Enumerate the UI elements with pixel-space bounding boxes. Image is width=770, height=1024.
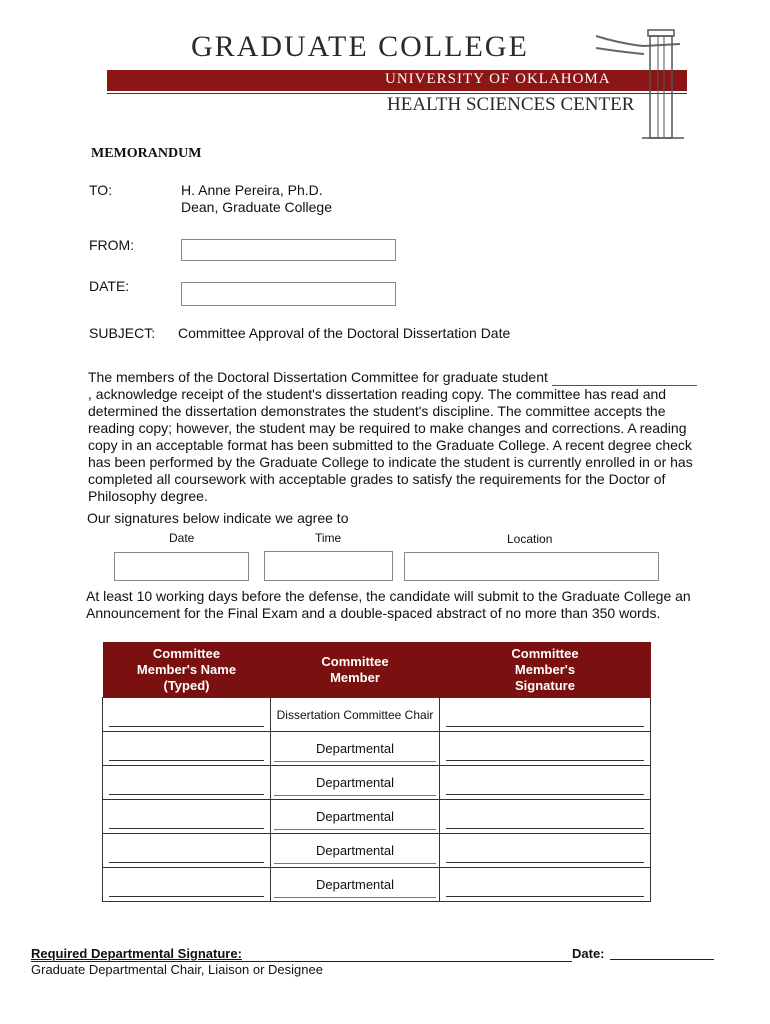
name-line [109, 726, 264, 727]
signature-line [446, 896, 644, 897]
paragraph-lead: The members of the Doctoral Dissertation Committee for graduate student [88, 369, 548, 385]
signature-line [446, 862, 644, 863]
name-line [109, 760, 264, 761]
name-line [109, 862, 264, 863]
to-title: Dean, Graduate College [181, 199, 332, 215]
subject-text: Committee Approval of the Doctoral Dissertation Date [178, 325, 511, 341]
signature-cell[interactable] [440, 698, 651, 732]
required-signature-label: Required Departmental Signature: [31, 946, 242, 961]
member-name-cell[interactable] [103, 834, 271, 868]
role-cell [271, 766, 440, 800]
role-cell [271, 868, 440, 902]
header-member-name [103, 642, 271, 698]
college-title: GRADUATE COLLEGE [191, 30, 529, 63]
name-line [109, 794, 264, 795]
subject-label: SUBJECT: [89, 325, 156, 341]
role-line [274, 897, 436, 898]
footer-date-field[interactable] [610, 959, 714, 960]
role-line [274, 829, 436, 830]
header-line: Member's Name [136, 661, 237, 677]
member-name-cell[interactable] [103, 698, 271, 732]
role-label: Departmental [315, 809, 395, 824]
role-cell [271, 834, 440, 868]
signature-line [446, 760, 644, 761]
header-line: Member [330, 669, 380, 685]
name-line [109, 828, 264, 829]
announcement-notice: At least 10 working days before the defense, the candidate will submit to the Graduate College an Announcement for the Final Exam and a double-spaced abstract of no more than 350 words. [86, 588, 691, 621]
signature-cell[interactable] [440, 800, 651, 834]
role-cell: Dissertation Committee Chair [271, 698, 440, 732]
footer-date-label: Date: [572, 946, 605, 961]
signature-line [446, 794, 644, 795]
defense-location-label: Location [507, 532, 553, 546]
table-row [103, 698, 651, 732]
role-cell [271, 732, 440, 766]
header-line: Committee [152, 645, 221, 661]
name-line [109, 896, 264, 897]
member-name-cell[interactable] [103, 766, 271, 800]
center-name: HEALTH SCIENCES CENTER [387, 94, 635, 115]
signature-cell[interactable] [440, 868, 651, 902]
member-name-cell[interactable] [103, 800, 271, 834]
signature-line [446, 828, 644, 829]
role-line [274, 795, 436, 796]
signature-cell[interactable] [440, 766, 651, 800]
table-row [103, 766, 651, 800]
defense-location-field[interactable] [404, 552, 659, 581]
table-header-row [103, 642, 651, 698]
student-name-field[interactable] [552, 371, 697, 386]
from-label: FROM: [89, 237, 135, 253]
from-field[interactable] [181, 239, 396, 261]
table-row [103, 800, 651, 834]
header-line: Signature [515, 677, 575, 693]
role-label: Departmental [315, 741, 395, 756]
tower-logo-icon [592, 22, 692, 140]
memo-heading: MEMORANDUM [91, 146, 202, 161]
role-line [274, 863, 436, 864]
member-name-cell[interactable] [103, 868, 271, 902]
defense-time-label: Time [315, 531, 342, 545]
header-line: Committee [321, 653, 389, 669]
signature-cell[interactable] [440, 732, 651, 766]
header-line: Committee [511, 645, 579, 661]
member-name-cell[interactable] [103, 732, 271, 766]
defense-date-label: Date [169, 531, 195, 545]
header-signature [440, 642, 651, 698]
role-cell [271, 800, 440, 834]
date-label: DATE: [89, 278, 130, 294]
signer-description: Graduate Departmental Chair, Liaison or Designee [31, 962, 323, 977]
to-name: H. Anne Pereira, Ph.D. [181, 182, 323, 198]
signatures-intro: Our signatures below indicate we agree to [87, 510, 349, 526]
defense-time-field[interactable] [264, 551, 393, 581]
signature-cell[interactable] [440, 834, 651, 868]
body-paragraph [88, 369, 698, 505]
table-row [103, 834, 651, 868]
paragraph-rest: , acknowledge receipt of the student's dissertation reading copy. The committee has read and determined the dissertation demonstrates the student's discipline. The committee accepts the reading copy; however, the student may be required to make changes and corrections. A reading copy in an acceptable format has been submitted to the Graduate College. A recent degree check has been performed by the Graduate College to indicate the student is currently enrolled in or has completed all coursework with acceptable grades to satisfy the requirements for the Doctor of Philosophy degree. [88, 386, 693, 504]
date-field[interactable] [181, 282, 396, 306]
header-committee-member [271, 642, 440, 698]
committee-table [102, 642, 651, 902]
role-line [274, 761, 436, 762]
role-label: Departmental [315, 775, 395, 790]
role-label: Departmental [315, 877, 395, 892]
table-row [103, 732, 651, 766]
header-line: (Typed) [163, 677, 210, 693]
role-label: Departmental [315, 843, 395, 858]
defense-date-field[interactable] [114, 552, 249, 581]
to-label: TO: [89, 182, 113, 198]
table-row [103, 868, 651, 902]
university-name: UNIVERSITY OF OKLAHOMA [385, 71, 611, 87]
signature-line [446, 726, 644, 727]
header-line: Member's [514, 661, 576, 677]
